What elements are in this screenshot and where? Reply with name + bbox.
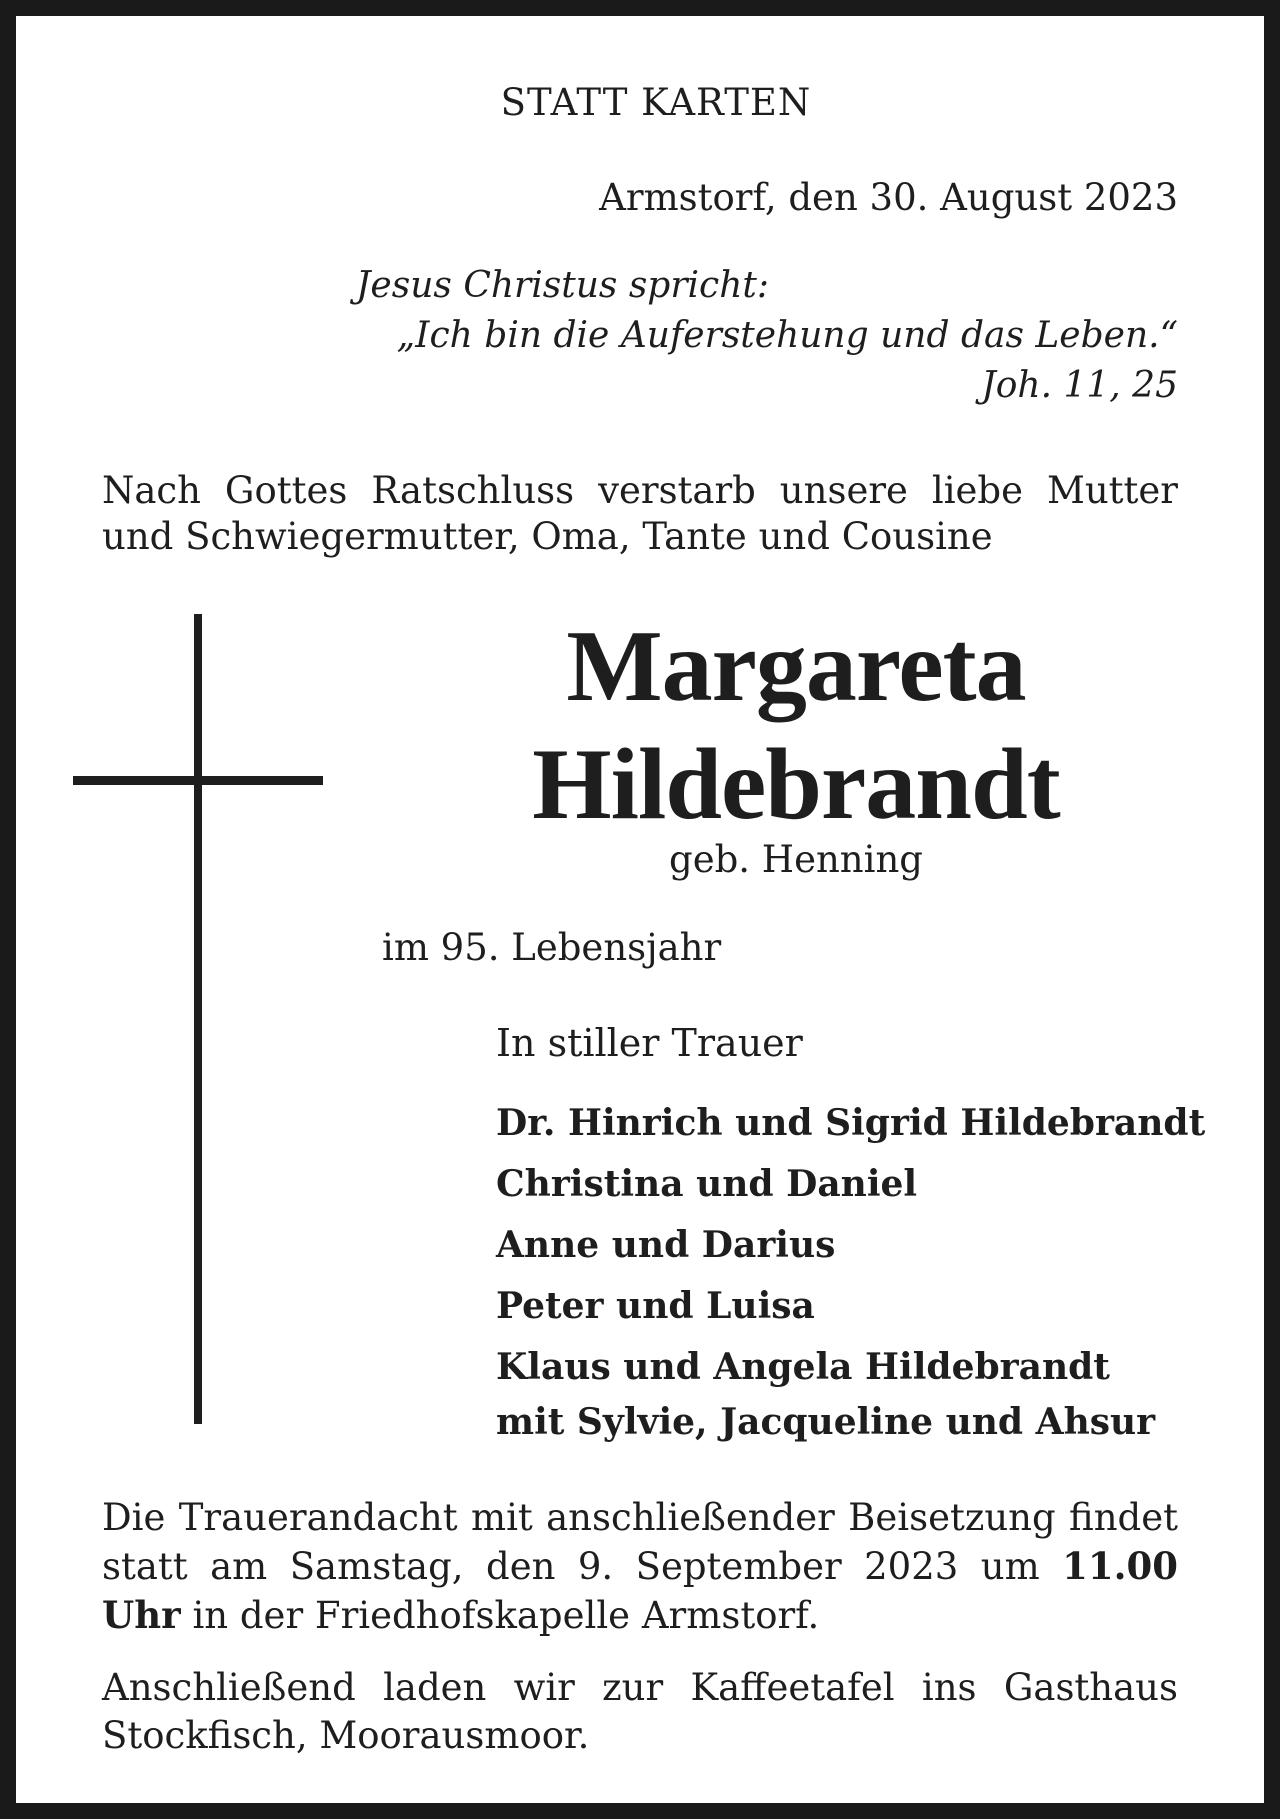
intro-line-2: und Schwiegermutter, Oma, Tante und Cousine: [102, 515, 993, 558]
ceremony-text: [102, 1493, 1178, 1640]
mourner-entry: Dr. Hinrich und Sigrid Hildebrandt: [496, 1102, 1206, 1144]
intro-line-1: Nach Gottes Ratschluss verstarb unsere liebe Mutter: [102, 469, 1178, 512]
deceased-name: [436, 608, 1156, 844]
mourner-entry: Peter und Luisa: [496, 1285, 815, 1327]
ceremony-text-before: Die Trauerandacht mit anschließender Beisetzung findet statt am Samstag, den 9. September 2023 um: [102, 1496, 1178, 1588]
mourner-entry: Christina und Daniel: [496, 1163, 918, 1205]
verse-reference: Joh. 11, 25: [981, 365, 1178, 406]
mourning-title: In stiller Trauer: [496, 1021, 803, 1065]
cross-vertical-bar: [194, 614, 202, 1424]
verse-line-2: „Ich bin die Auferstehung und das Leben.“: [396, 315, 1178, 356]
intro-text: [102, 468, 1178, 560]
header-statt-karten: STATT KARTEN: [500, 81, 812, 124]
mourner-entry: mit Sylvie, Jacqueline und Ahsur: [496, 1401, 1156, 1443]
maiden-name: geb. Henning: [669, 838, 923, 881]
cross-horizontal-bar: [73, 776, 323, 785]
deceased-last-name: Hildebrandt: [532, 728, 1060, 841]
reception-text: Anschließend laden wir zur Kaffeetafel ins Gasthaus Stockfisch, Moorausmoor.: [102, 1666, 1178, 1757]
age-text: im 95. Lebensjahr: [382, 926, 722, 969]
mourners-list: [496, 1093, 1205, 1446]
place-date: Armstorf, den 30. August 2023: [599, 176, 1178, 219]
deceased-first-name: Margareta: [566, 610, 1026, 723]
mourner-entry: Anne und Darius: [496, 1224, 836, 1266]
bible-verse: [356, 261, 1178, 411]
verse-line-1: Jesus Christus spricht:: [356, 265, 769, 306]
mourner-entry: Klaus und Angela Hildebrandt: [496, 1346, 1110, 1388]
ceremony-text-after: in der Friedhofskapelle Armstorf.: [192, 1594, 820, 1637]
ceremony-time: 11.00 Uhr: [102, 1544, 1178, 1637]
